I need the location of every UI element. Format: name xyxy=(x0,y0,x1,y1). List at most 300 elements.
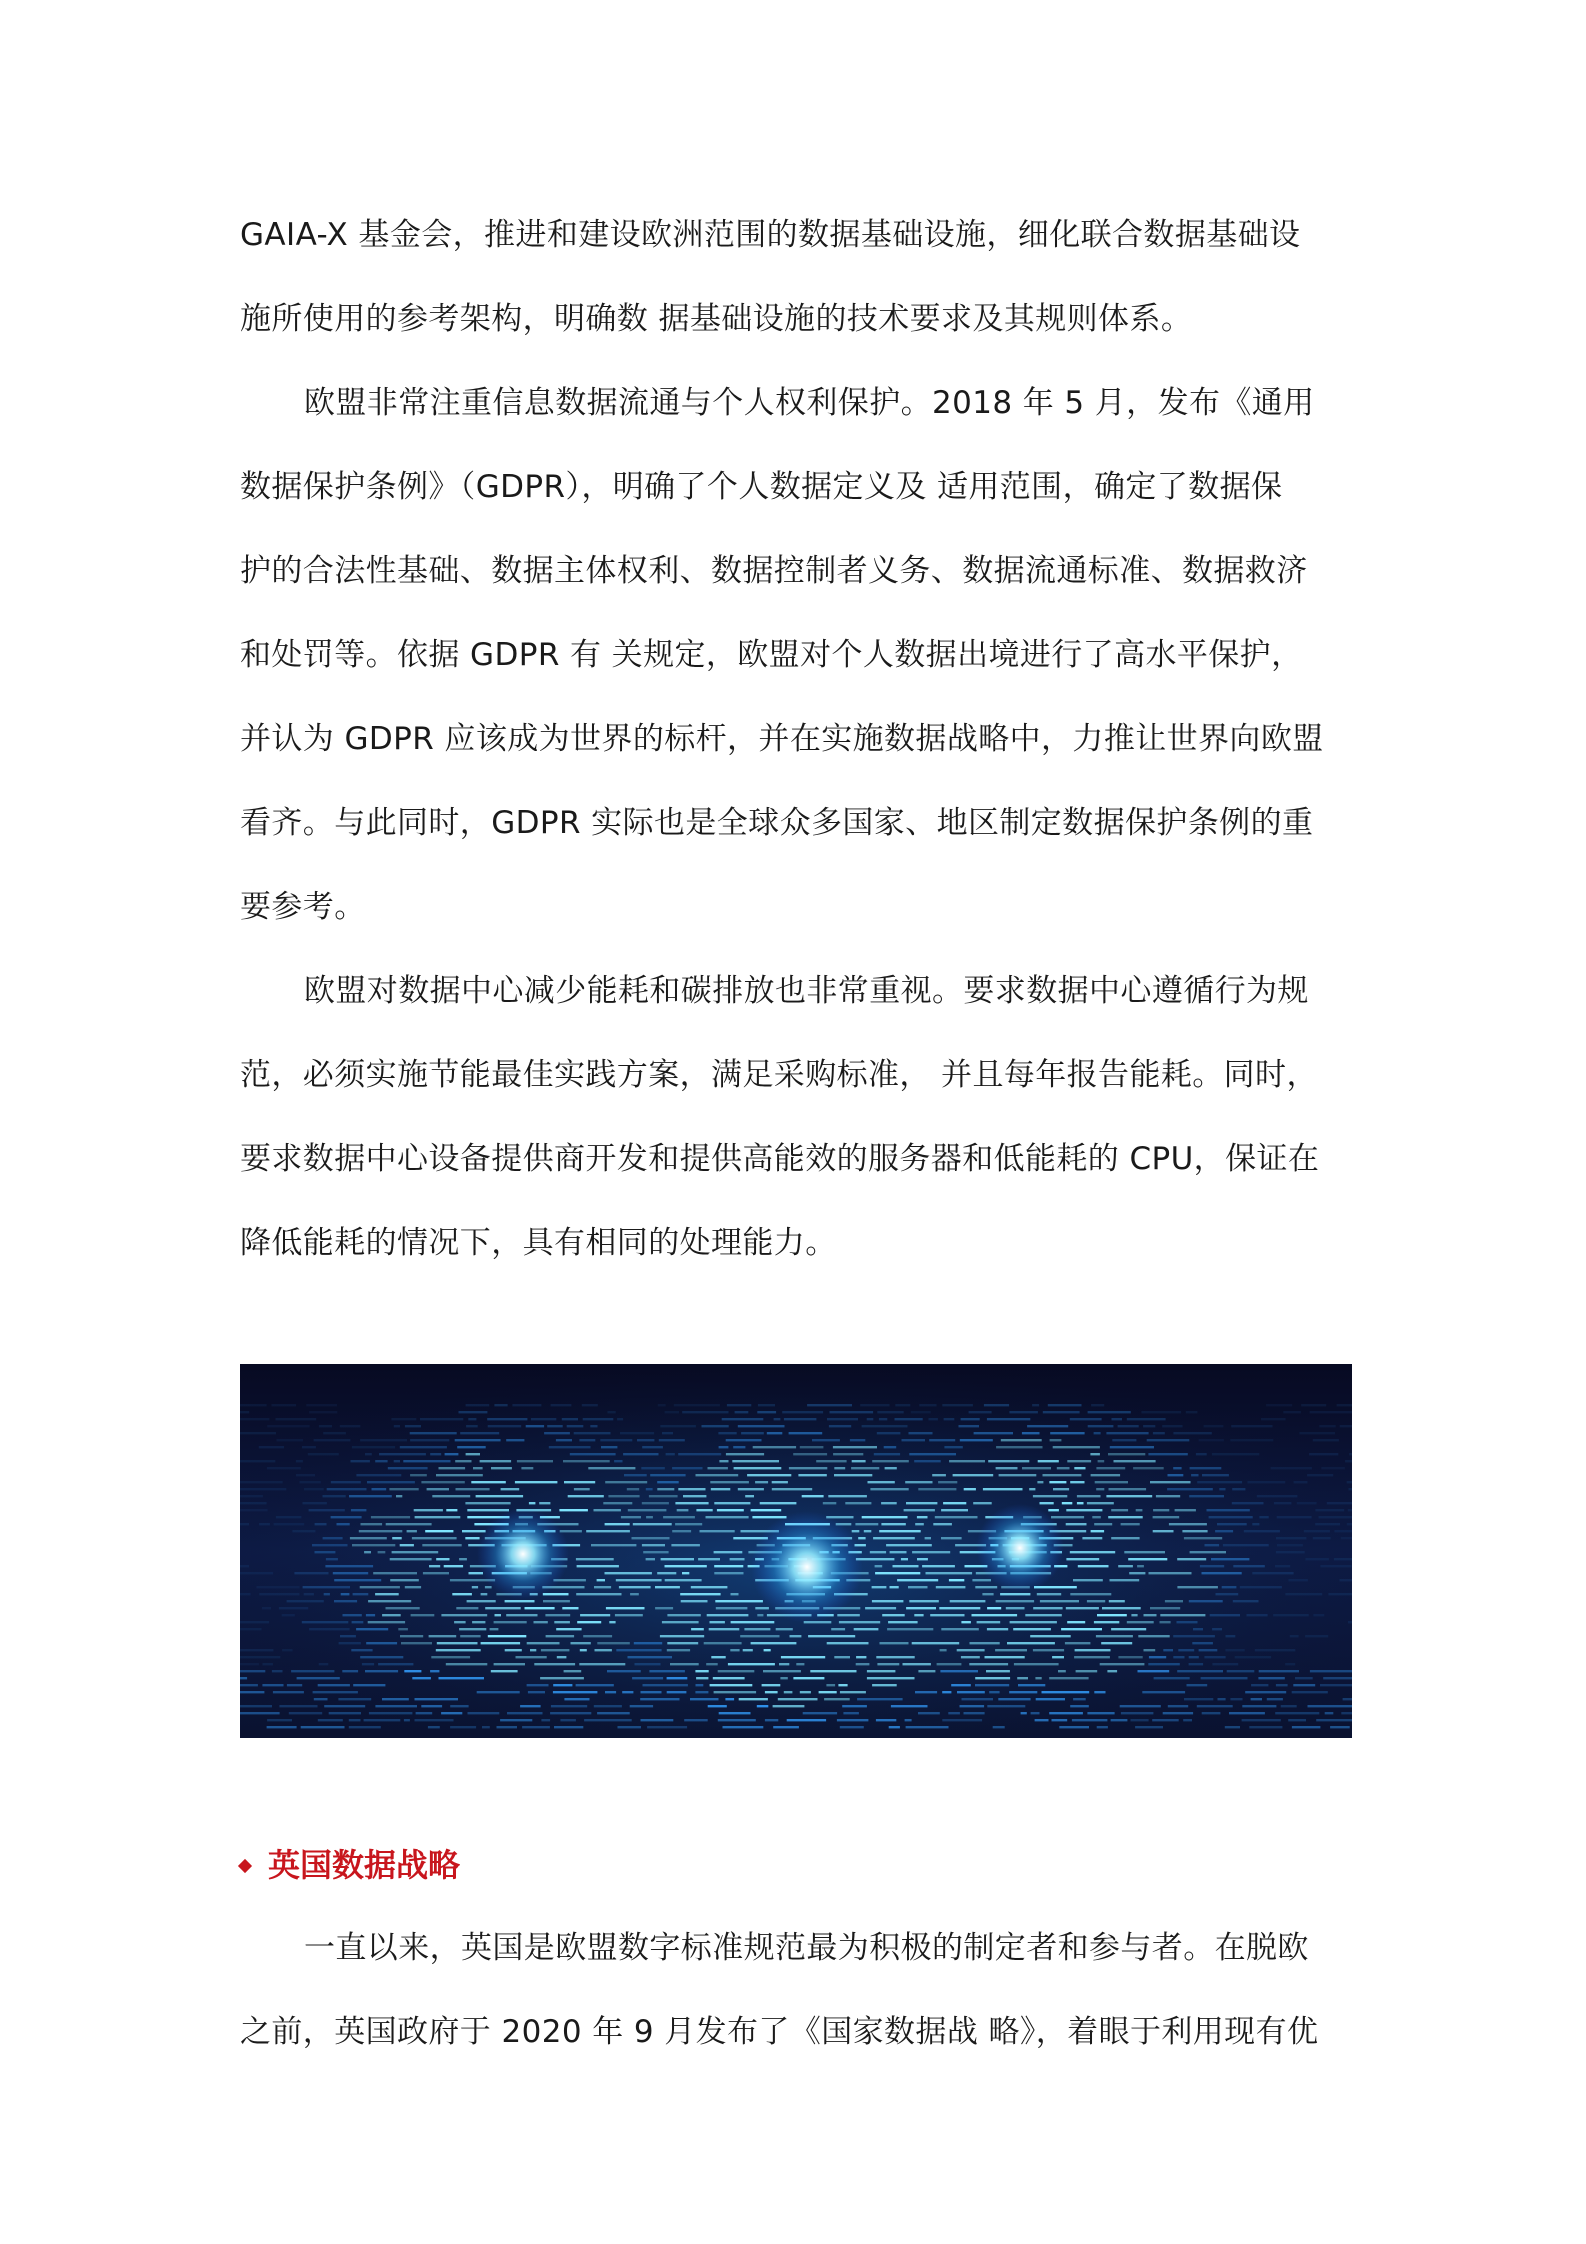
data-dash xyxy=(915,1523,924,1525)
data-dash xyxy=(696,1684,704,1686)
data-dash xyxy=(1304,1530,1330,1532)
data-dash xyxy=(584,1719,632,1721)
data-dash xyxy=(564,1481,595,1483)
data-dash xyxy=(405,1586,421,1588)
data-dash xyxy=(1230,1439,1273,1441)
data-dash xyxy=(881,1502,897,1504)
data-dash xyxy=(658,1404,666,1406)
data-dash xyxy=(812,1439,840,1441)
data-dash xyxy=(833,1446,877,1448)
data-dash xyxy=(282,1649,293,1651)
data-dash xyxy=(390,1558,432,1560)
data-dash xyxy=(323,1495,346,1497)
data-dash xyxy=(881,1523,905,1525)
data-dash xyxy=(325,1565,373,1567)
data-dash xyxy=(500,1719,532,1721)
data-dash xyxy=(802,1495,824,1497)
data-dash xyxy=(906,1502,937,1504)
data-dash xyxy=(1066,1523,1087,1525)
data-dash xyxy=(1313,1439,1339,1441)
data-dash xyxy=(837,1719,869,1721)
data-dash xyxy=(929,1439,955,1441)
data-dash xyxy=(1153,1530,1174,1532)
data-dash xyxy=(439,1677,485,1679)
data-dash xyxy=(1334,1530,1352,1532)
data-dash xyxy=(630,1593,639,1595)
data-dash xyxy=(240,1712,280,1714)
data-dash xyxy=(873,1537,915,1539)
data-dash xyxy=(371,1516,410,1518)
glowing-eye-left xyxy=(477,1508,569,1600)
data-dash xyxy=(903,1663,931,1665)
data-dash xyxy=(773,1726,799,1728)
data-dash xyxy=(545,1614,570,1616)
data-dash xyxy=(415,1719,454,1721)
data-dash xyxy=(727,1404,751,1406)
data-dash xyxy=(404,1670,421,1672)
data-dash xyxy=(262,1684,283,1686)
data-dash xyxy=(1014,1663,1059,1665)
data-dash xyxy=(1275,1565,1290,1567)
data-dash xyxy=(922,1565,955,1567)
data-dash xyxy=(628,1509,667,1511)
data-dash xyxy=(240,1649,273,1651)
data-dash xyxy=(696,1474,739,1476)
data-dash xyxy=(507,1712,543,1714)
data-dash xyxy=(1033,1649,1064,1651)
data-dash xyxy=(829,1425,851,1427)
data-dash xyxy=(872,1684,897,1686)
data-dash xyxy=(1087,1502,1114,1504)
data-dash xyxy=(960,1439,993,1441)
data-dash xyxy=(1111,1719,1128,1721)
data-dash xyxy=(366,1642,397,1644)
data-dash xyxy=(563,1460,610,1462)
data-dash xyxy=(784,1691,793,1693)
data-dash xyxy=(944,1446,962,1448)
data-dash xyxy=(386,1607,420,1609)
data-dash xyxy=(902,1439,926,1441)
data-dash xyxy=(331,1516,362,1518)
data-dash xyxy=(571,1642,591,1644)
data-dash xyxy=(315,1523,327,1525)
data-dash xyxy=(356,1474,401,1476)
data-dash xyxy=(1101,1642,1132,1644)
data-dash xyxy=(240,1509,268,1511)
data-dash xyxy=(287,1600,324,1602)
data-dash xyxy=(308,1453,339,1455)
data-dash xyxy=(1341,1537,1352,1539)
data-dash xyxy=(1133,1467,1164,1469)
data-dash xyxy=(421,1705,442,1707)
data-dash xyxy=(655,1607,673,1609)
data-dash xyxy=(969,1663,1008,1665)
data-dash xyxy=(1021,1712,1027,1714)
data-dash xyxy=(528,1691,545,1693)
data-dash xyxy=(1050,1439,1062,1441)
data-dash xyxy=(684,1719,708,1721)
data-dash xyxy=(549,1446,591,1448)
data-dash xyxy=(446,1663,488,1665)
data-dash xyxy=(940,1670,978,1672)
data-dash xyxy=(1053,1488,1069,1490)
data-dash xyxy=(662,1621,699,1623)
data-dash xyxy=(714,1572,743,1574)
data-dash xyxy=(1315,1509,1344,1511)
data-dash xyxy=(1149,1656,1166,1658)
data-dash xyxy=(874,1453,900,1455)
data-dash xyxy=(1235,1656,1271,1658)
data-dash xyxy=(272,1404,297,1406)
data-dash xyxy=(993,1726,1005,1728)
data-dash xyxy=(862,1516,908,1518)
data-dash xyxy=(594,1586,611,1588)
data-dash xyxy=(1111,1509,1128,1511)
data-dash xyxy=(1204,1425,1224,1427)
data-dash xyxy=(733,1446,745,1448)
data-dash xyxy=(865,1607,896,1609)
data-dash xyxy=(1077,1495,1101,1497)
data-dash xyxy=(373,1572,417,1574)
data-dash xyxy=(1052,1719,1068,1721)
data-dash xyxy=(838,1684,847,1686)
data-dash xyxy=(240,1523,249,1525)
data-dash xyxy=(852,1530,860,1532)
data-dash xyxy=(1091,1404,1104,1406)
data-dash xyxy=(1247,1614,1268,1616)
data-dash xyxy=(1233,1600,1259,1602)
data-dash xyxy=(595,1649,612,1651)
data-dash xyxy=(1077,1502,1084,1504)
data-dash xyxy=(711,1488,731,1490)
data-dash xyxy=(987,1607,1001,1609)
data-dash xyxy=(267,1425,309,1427)
data-dash xyxy=(704,1642,742,1644)
data-dash xyxy=(553,1684,572,1686)
data-dash xyxy=(875,1565,883,1567)
data-dash xyxy=(1006,1607,1025,1609)
data-dash xyxy=(1106,1495,1152,1497)
data-dash xyxy=(710,1684,753,1686)
data-dash xyxy=(491,1467,512,1469)
data-dash xyxy=(940,1649,947,1651)
data-dash xyxy=(323,1432,346,1434)
data-dash xyxy=(1276,1684,1288,1686)
data-dash xyxy=(634,1642,662,1644)
data-dash xyxy=(765,1691,778,1693)
data-dash xyxy=(1033,1495,1067,1497)
data-dash xyxy=(240,1432,276,1434)
data-dash xyxy=(465,1502,510,1504)
data-dash xyxy=(641,1691,662,1693)
data-dash xyxy=(259,1446,284,1448)
data-dash xyxy=(772,1488,812,1490)
data-dash xyxy=(1251,1698,1262,1700)
data-dash xyxy=(1033,1607,1062,1609)
data-dash xyxy=(1067,1621,1085,1623)
data-dash xyxy=(975,1684,1009,1686)
data-dash xyxy=(908,1586,928,1588)
data-dash xyxy=(576,1593,621,1595)
data-dash xyxy=(1128,1558,1167,1560)
data-dash xyxy=(681,1600,708,1602)
data-dash xyxy=(1018,1684,1045,1686)
data-dash xyxy=(289,1712,322,1714)
data-dash xyxy=(556,1439,572,1441)
data-dash xyxy=(319,1663,329,1665)
data-dash xyxy=(972,1579,991,1581)
data-dash xyxy=(964,1712,985,1714)
data-dash xyxy=(1233,1565,1265,1567)
data-dash xyxy=(1049,1712,1083,1714)
data-dash xyxy=(718,1670,755,1672)
data-dash xyxy=(1187,1684,1208,1686)
data-dash xyxy=(472,1621,485,1623)
data-dash xyxy=(1010,1621,1057,1623)
data-dash xyxy=(657,1572,676,1574)
data-dash xyxy=(831,1628,845,1630)
data-dash xyxy=(904,1509,935,1511)
data-dash xyxy=(780,1677,787,1679)
data-dash xyxy=(1040,1600,1079,1602)
data-dash xyxy=(240,1565,249,1567)
data-dash xyxy=(1276,1537,1306,1539)
data-dash xyxy=(1102,1607,1141,1609)
data-dash xyxy=(710,1481,749,1483)
data-dash xyxy=(1121,1712,1154,1714)
data-dash xyxy=(362,1663,374,1665)
data-dash xyxy=(743,1649,753,1651)
data-dash xyxy=(643,1551,668,1553)
data-dash xyxy=(1013,1628,1051,1630)
data-dash xyxy=(650,1474,685,1476)
data-dash xyxy=(1276,1551,1305,1553)
data-dash xyxy=(665,1411,679,1413)
data-dash xyxy=(1035,1677,1041,1679)
data-dash xyxy=(1131,1614,1137,1616)
data-dash xyxy=(973,1502,992,1504)
data-dash xyxy=(1190,1551,1226,1553)
data-dash xyxy=(1218,1698,1226,1700)
data-dash xyxy=(481,1642,520,1644)
data-dash xyxy=(969,1411,992,1413)
data-dash xyxy=(1067,1460,1091,1462)
data-dash xyxy=(1048,1509,1059,1511)
data-dash xyxy=(404,1719,410,1721)
data-dash xyxy=(1348,1621,1352,1623)
data-dash xyxy=(588,1467,635,1469)
data-dash xyxy=(1017,1677,1028,1679)
data-dash xyxy=(751,1642,797,1644)
data-dash xyxy=(725,1698,734,1700)
data-dash xyxy=(452,1593,472,1595)
data-dash xyxy=(886,1544,932,1546)
data-dash xyxy=(1111,1628,1146,1630)
data-dash xyxy=(1127,1418,1166,1420)
data-dash xyxy=(716,1607,748,1609)
data-dash xyxy=(356,1628,388,1630)
data-dash xyxy=(560,1719,576,1721)
data-dash xyxy=(665,1565,707,1567)
data-dash xyxy=(600,1439,632,1441)
data-dash xyxy=(1183,1719,1192,1721)
data-dash xyxy=(1288,1579,1308,1581)
data-dash xyxy=(1094,1621,1119,1623)
data-dash xyxy=(714,1551,743,1553)
data-dash xyxy=(597,1642,630,1644)
data-dash xyxy=(1310,1411,1352,1413)
data-dash xyxy=(1217,1523,1247,1525)
data-dash xyxy=(618,1726,642,1728)
data-dash xyxy=(553,1691,598,1693)
data-dash xyxy=(471,1481,506,1483)
data-dash xyxy=(655,1586,680,1588)
data-dash xyxy=(906,1607,936,1609)
data-dash xyxy=(852,1460,866,1462)
data-dash xyxy=(1349,1488,1353,1490)
data-dash xyxy=(1043,1411,1080,1413)
data-dash xyxy=(912,1551,950,1553)
section-heading xyxy=(240,1838,460,1892)
data-dash xyxy=(1043,1474,1082,1476)
data-dash xyxy=(845,1502,871,1504)
data-dash xyxy=(753,1446,796,1448)
data-dash xyxy=(784,1418,817,1420)
data-dash xyxy=(929,1418,938,1420)
data-dash xyxy=(774,1418,781,1420)
data-dash xyxy=(392,1537,402,1539)
data-dash xyxy=(857,1698,903,1700)
data-dash xyxy=(1190,1467,1222,1469)
data-dash xyxy=(360,1656,403,1658)
data-dash xyxy=(1110,1446,1154,1448)
data-dash xyxy=(551,1705,587,1707)
data-dash xyxy=(1293,1684,1315,1686)
data-dash xyxy=(974,1432,1013,1434)
data-dash xyxy=(580,1614,610,1616)
data-dash xyxy=(1334,1558,1352,1560)
data-dash xyxy=(1348,1509,1352,1511)
data-dash xyxy=(837,1614,860,1616)
data-dash xyxy=(468,1712,500,1714)
data-dash xyxy=(661,1558,694,1560)
data-dash xyxy=(1088,1411,1131,1413)
data-dash xyxy=(867,1418,874,1420)
data-dash xyxy=(1297,1502,1317,1504)
data-dash xyxy=(574,1432,611,1434)
data-dash xyxy=(466,1425,478,1427)
data-dash xyxy=(646,1488,653,1490)
data-dash xyxy=(603,1502,632,1504)
data-dash xyxy=(428,1726,440,1728)
data-dash xyxy=(410,1439,449,1441)
data-dash xyxy=(620,1432,654,1434)
data-dash xyxy=(932,1474,946,1476)
data-dash xyxy=(1096,1467,1125,1469)
data-dash xyxy=(437,1642,478,1644)
data-dash xyxy=(1305,1558,1329,1560)
data-dash xyxy=(800,1691,811,1693)
data-dash xyxy=(1212,1663,1238,1665)
data-dash xyxy=(505,1600,535,1602)
data-dash xyxy=(642,1502,669,1504)
data-dash xyxy=(715,1600,763,1602)
data-dash xyxy=(291,1670,334,1672)
data-dash xyxy=(1175,1509,1196,1511)
data-dash xyxy=(240,1488,286,1490)
data-dash xyxy=(996,1446,1042,1448)
data-dash xyxy=(459,1628,486,1630)
data-dash xyxy=(1091,1474,1121,1476)
data-dash xyxy=(660,1635,704,1637)
data-dash xyxy=(349,1495,392,1497)
data-dash xyxy=(919,1404,936,1406)
data-dash xyxy=(429,1565,440,1567)
data-dash xyxy=(1227,1670,1255,1672)
data-dash xyxy=(263,1663,273,1665)
data-dash xyxy=(1310,1670,1352,1672)
data-dash xyxy=(1066,1509,1102,1511)
data-dash xyxy=(375,1593,399,1595)
data-dash xyxy=(950,1600,986,1602)
data-dash xyxy=(938,1481,957,1483)
data-dash xyxy=(948,1712,960,1714)
data-dash xyxy=(544,1432,570,1434)
data-dash xyxy=(324,1705,365,1707)
data-dash xyxy=(1173,1432,1211,1434)
data-dash xyxy=(917,1558,928,1560)
data-dash xyxy=(890,1586,899,1588)
data-dash xyxy=(789,1467,827,1469)
data-dash xyxy=(810,1670,856,1672)
data-dash xyxy=(1320,1565,1351,1567)
data-dash xyxy=(1197,1705,1233,1707)
data-dash xyxy=(410,1474,427,1476)
data-dash xyxy=(1313,1614,1324,1616)
data-dash xyxy=(605,1691,616,1693)
data-dash xyxy=(276,1418,317,1420)
data-dash xyxy=(240,1663,259,1665)
data-dash xyxy=(1095,1481,1128,1483)
data-dash xyxy=(1202,1572,1242,1574)
data-dash xyxy=(1057,1467,1070,1469)
data-dash xyxy=(259,1523,270,1525)
data-dash xyxy=(642,1446,663,1448)
data-dash xyxy=(637,1439,654,1441)
data-dash xyxy=(614,1460,622,1462)
data-dash xyxy=(525,1607,555,1609)
paragraph-line: 范，必须实施节能最佳实践方案，满足采购标准， 并且每年报告能耗。同时， xyxy=(240,1057,1318,1093)
data-dash xyxy=(1295,1677,1313,1679)
data-dash xyxy=(1070,1705,1089,1707)
data-dash xyxy=(915,1691,937,1693)
data-dash xyxy=(1184,1698,1213,1700)
data-dash xyxy=(1124,1551,1165,1553)
data-dash xyxy=(240,1670,265,1672)
data-dash xyxy=(1022,1467,1051,1469)
data-dash xyxy=(988,1460,1029,1462)
data-dash xyxy=(696,1509,712,1511)
paragraph-line: 欧盟非常注重信息数据流通与个人权利保护。2018 年 5 月，发布《通用 xyxy=(304,385,1315,421)
data-dash xyxy=(710,1621,725,1623)
data-dash xyxy=(982,1593,993,1595)
data-dash xyxy=(455,1460,471,1462)
data-dash xyxy=(459,1558,467,1560)
data-dash xyxy=(616,1649,661,1651)
data-dash xyxy=(842,1705,867,1707)
data-dash xyxy=(670,1663,699,1665)
data-dash xyxy=(1160,1614,1205,1616)
